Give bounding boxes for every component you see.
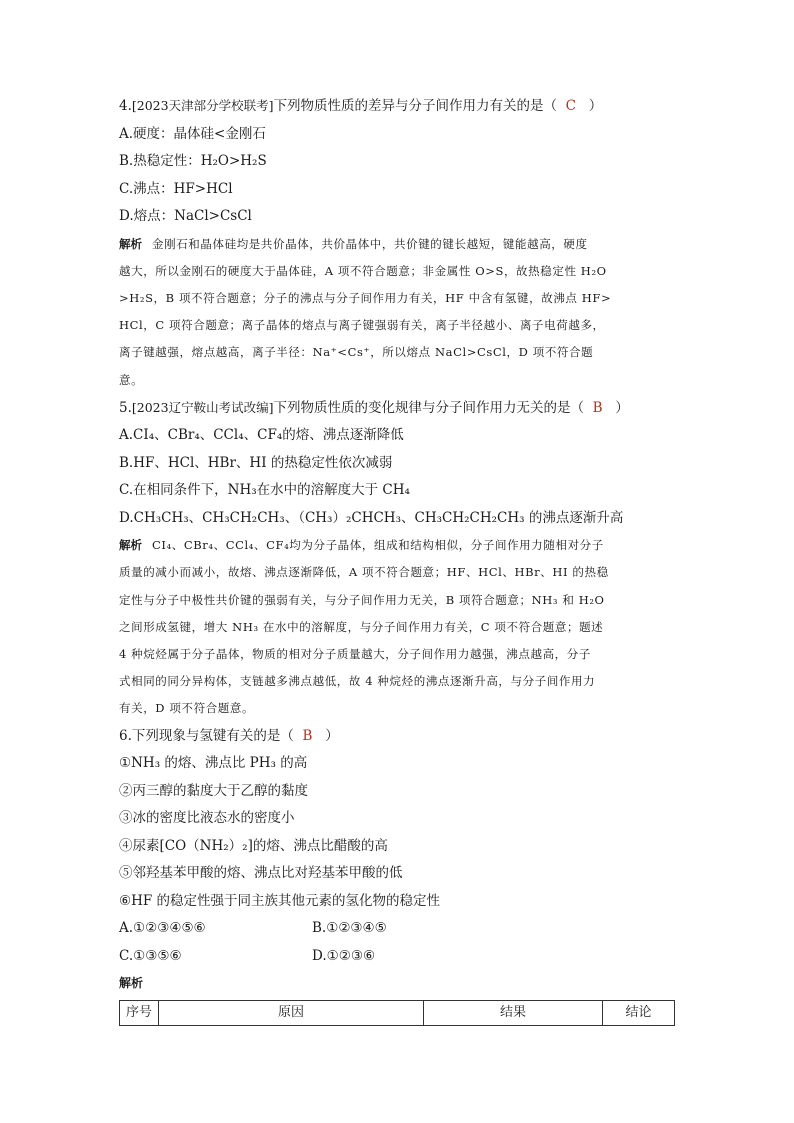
q5-option-c: C.在相同条件下，NH₃在水中的溶解度大于 CH₄: [119, 482, 410, 499]
q6-stem: 6.下列现象与氢键有关的是（ B ）: [119, 723, 675, 751]
q6-item: ③冰的密度比液态水的密度小: [119, 810, 295, 827]
q5-option-b: B.HF、HCl、HBr、HI 的热稳定性依次减弱: [119, 454, 393, 471]
q4-option-a: A.硬度：晶体硅<金刚石: [119, 125, 266, 142]
q5-option-a: A.CI₄、CBr₄、CCl₄、CF₄的熔、沸点逐渐降低: [119, 427, 404, 444]
q5-analysis-line: 质量的减小而减小，故熔、沸点逐渐降低，A 项不符合题意；HF、HCl、HBr、HI 的热稳: [119, 565, 609, 580]
q6-option-b: B.①②③④⑤: [312, 920, 387, 937]
q4-analysis-line: 越大，所以金刚石的硬度大于晶体硅，A 项不符合题意；非金属性 O>S，故热稳定性 H₂O: [119, 263, 607, 278]
q6-options-row: [119, 915, 675, 943]
q6-item: ④尿素[CO（NH₂）₂]的熔、沸点比醋酸的高: [119, 837, 388, 854]
q6-item: ②丙三醇的黏度大于乙醇的黏度: [119, 782, 308, 799]
q4-analysis-label: 解析: [119, 236, 142, 251]
q6-item: ①NH₃ 的熔、沸点比 PH₃ 的高: [119, 755, 308, 772]
q6-item: ⑥HF 的稳定性强于同主族其他元素的氢化物的稳定性: [119, 892, 441, 909]
q6-option-a: A.①②③④⑤⑥: [119, 920, 206, 937]
q6-options-row: [119, 943, 675, 971]
q5-analysis-line: 4 种烷烃属于分子晶体，物质的相对分子质量越大，分子间作用力越强，沸点越高，分子: [119, 647, 591, 662]
q6-answer: B: [302, 727, 313, 744]
q4-analysis-line: >H₂S，B 项不符合题意；分子的沸点与分子间作用力有关，HF 中含有氢键，故沸点 HF>: [119, 290, 612, 305]
q5-answer: B: [592, 399, 603, 416]
table-header-row: [120, 1000, 675, 1025]
table-header-cell: 原因: [159, 1000, 424, 1025]
q4-stem: 4.[2023天津部分学校联考]下列物质性质的差异与分子间作用力有关的是（ C ）: [119, 92, 675, 121]
table-header-cell: 结论: [603, 1000, 675, 1025]
q4-analysis-line: 解析 金刚石和晶体硅均是共价晶体，共价晶体中，共价键的键长越短，键能越高，硬度: [119, 236, 588, 251]
q6-option-c: C.①③⑤⑥: [119, 947, 182, 964]
q6-item: ⑤邻羟基苯甲酸的熔、沸点比对羟基苯甲酸的低: [119, 865, 403, 882]
q4-option-c: C.沸点：HF>HCl: [119, 180, 233, 197]
q5-analysis-line: 之间形成氢键，增大 NH₃ 在水中的溶解度，与分子间作用力有关，C 项不符合题意；题述: [119, 619, 604, 634]
q4-answer: C: [565, 98, 576, 114]
q4-analysis-line: 离子键越强，熔点越高，离子半径：Na⁺<Cs⁺，所以熔点 NaCl>CsCl，D 项不符合题: [119, 345, 594, 360]
q4-source: [2023天津部分学校联考]: [131, 98, 274, 113]
q5-analysis-label: 解析: [119, 538, 142, 553]
q4-option-d: D.熔点：NaCl>CsCl: [119, 208, 252, 224]
q5-source: [2023辽宁鞍山考试改编]: [131, 399, 274, 415]
q5-analysis-line: 有关，D 项不符合题意。: [119, 701, 255, 716]
table-header-cell: 序号: [120, 1000, 159, 1025]
q5-analysis-line: 解析 CI₄、CBr₄、CCl₄、CF₄均为分子晶体，组成和结构相似，分子间作用力随相对分子: [119, 538, 604, 553]
q6-analysis-table: [119, 1000, 675, 1026]
document-page: [119, 92, 675, 1026]
q4-analysis-line: HCl，C 项符合题意；离子晶体的熔点与离子键强弱有关，离子半径越小、离子电荷越多，: [119, 318, 605, 333]
q5-option-d: D.CH₃CH₃、CH₃CH₂CH₃、（CH₃）₂CHCH₃、CH₃CH₂CH₂CH₃ 的沸点逐渐升高: [119, 509, 624, 526]
q4-option-b: B.热稳定性：H₂O>H₂S: [119, 153, 267, 169]
q5-analysis-line: 式相同的同分异构体，支链越多沸点越低，故 4 种烷烃的沸点逐渐升高，与分子间作用力: [119, 674, 596, 689]
q4-analysis-line: 意。: [119, 372, 144, 387]
table-header-cell: 结果: [424, 1000, 603, 1025]
q6-option-d: D.①②③⑥: [312, 947, 376, 964]
q6-analysis-label: 解析: [119, 976, 144, 991]
q5-stem: 5.[2023辽宁鞍山考试改编]下列物质性质的变化规律与分子间作用力无关的是（ B ）: [119, 394, 675, 423]
q5-analysis-line: 定性与分子中极性共价键的强弱有关，与分子间作用力无关，B 项符合题意；NH₃ 和 H₂O: [119, 592, 605, 607]
